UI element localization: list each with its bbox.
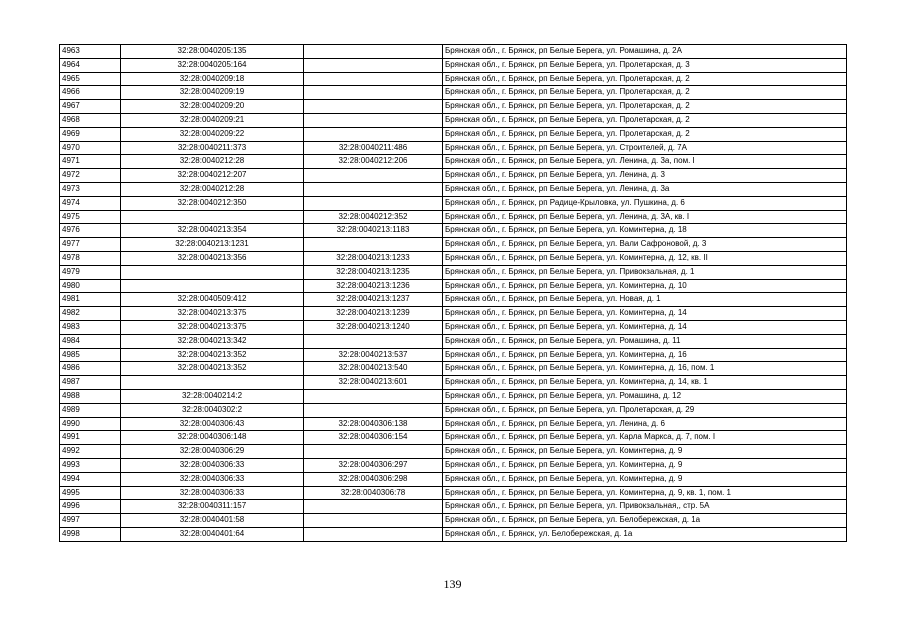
table-row <box>60 431 847 445</box>
address-cell: Брянская обл., г. Брянск, рп Белые Берега, ул. Пролетарская, д. 2 <box>443 86 847 100</box>
cadastral-number-cell: 32:28:0040209:19 <box>121 86 304 100</box>
table-row <box>60 58 847 72</box>
cadastral-number-cell: 32:28:0040306:33 <box>121 472 304 486</box>
object-cadastral-number-cell: 32:28:0040306:138 <box>304 417 443 431</box>
cadastral-number-cell: 32:28:0040213:356 <box>121 251 304 265</box>
cadastral-number-cell: 32:28:0040209:22 <box>121 127 304 141</box>
object-cadastral-number-cell: 32:28:0040306:78 <box>304 486 443 500</box>
table-row <box>60 127 847 141</box>
table-row <box>60 334 847 348</box>
table-row <box>60 251 847 265</box>
object-cadastral-number-cell <box>304 169 443 183</box>
address-cell: Брянская обл., г. Брянск, рп Белые Берега, ул. Новая, д. 1 <box>443 293 847 307</box>
cadastral-number-cell: 32:28:0040306:148 <box>121 431 304 445</box>
row-number-cell: 4972 <box>60 169 121 183</box>
row-number-cell: 4990 <box>60 417 121 431</box>
table-row <box>60 403 847 417</box>
row-number-cell: 4975 <box>60 210 121 224</box>
object-cadastral-number-cell: 32:28:0040213:1235 <box>304 265 443 279</box>
cadastral-number-cell <box>121 210 304 224</box>
address-cell: Брянская обл., г. Брянск, рп Белые Берега, ул. Ленина, д. 6 <box>443 417 847 431</box>
table-row <box>60 210 847 224</box>
cadastral-number-cell: 32:28:0040205:135 <box>121 45 304 59</box>
object-cadastral-number-cell: 32:28:0040213:1236 <box>304 279 443 293</box>
table-row <box>60 320 847 334</box>
table-row <box>60 500 847 514</box>
address-cell: Брянская обл., г. Брянск, рп Белые Берега, ул. Пролетарская, д. 2 <box>443 127 847 141</box>
table-row <box>60 293 847 307</box>
table-row <box>60 113 847 127</box>
cadastral-number-cell: 32:28:0040509:412 <box>121 293 304 307</box>
object-cadastral-number-cell <box>304 72 443 86</box>
object-cadastral-number-cell <box>304 196 443 210</box>
object-cadastral-number-cell: 32:28:0040213:537 <box>304 348 443 362</box>
address-cell: Брянская обл., г. Брянск, рп Белые Берега, ул. Вали Сафроновой, д. 3 <box>443 238 847 252</box>
cadastral-number-cell: 32:28:0040213:375 <box>121 307 304 321</box>
table-row <box>60 389 847 403</box>
address-cell: Брянская обл., г. Брянск, рп Белые Берега, ул. Коминтерна, д. 14, кв. 1 <box>443 376 847 390</box>
address-cell: Брянская обл., г. Брянск, рп Белые Берега, ул. Коминтерна, д. 16 <box>443 348 847 362</box>
address-cell: Брянская обл., г. Брянск, рп Белые Берега, ул. Пролетарская, д. 29 <box>443 403 847 417</box>
row-number-cell: 4977 <box>60 238 121 252</box>
object-cadastral-number-cell <box>304 45 443 59</box>
cadastral-number-cell: 32:28:0040212:28 <box>121 182 304 196</box>
row-number-cell: 4984 <box>60 334 121 348</box>
cadastral-number-cell: 32:28:0040212:350 <box>121 196 304 210</box>
address-cell: Брянская обл., г. Брянск, рп Белые Берега, ул. Ромашина, д. 12 <box>443 389 847 403</box>
cadastral-number-cell: 32:28:0040213:342 <box>121 334 304 348</box>
row-number-cell: 4985 <box>60 348 121 362</box>
row-number-cell: 4969 <box>60 127 121 141</box>
object-cadastral-number-cell <box>304 403 443 417</box>
cadastral-number-cell: 32:28:0040311:157 <box>121 500 304 514</box>
row-number-cell: 4963 <box>60 45 121 59</box>
row-number-cell: 4964 <box>60 58 121 72</box>
address-cell: Брянская обл., г. Брянск, рп Белые Берега, ул. Пролетарская, д. 2 <box>443 113 847 127</box>
table-row <box>60 45 847 59</box>
row-number-cell: 4993 <box>60 458 121 472</box>
table-row <box>60 182 847 196</box>
object-cadastral-number-cell <box>304 127 443 141</box>
row-number-cell: 4983 <box>60 320 121 334</box>
cadastral-table <box>59 44 847 542</box>
cadastral-number-cell: 32:28:0040212:207 <box>121 169 304 183</box>
object-cadastral-number-cell: 32:28:0040211:486 <box>304 141 443 155</box>
cadastral-number-cell: 32:28:0040213:375 <box>121 320 304 334</box>
object-cadastral-number-cell: 32:28:0040213:1239 <box>304 307 443 321</box>
row-number-cell: 4994 <box>60 472 121 486</box>
row-number-cell: 4973 <box>60 182 121 196</box>
object-cadastral-number-cell: 32:28:0040306:297 <box>304 458 443 472</box>
row-number-cell: 4978 <box>60 251 121 265</box>
row-number-cell: 4992 <box>60 445 121 459</box>
object-cadastral-number-cell <box>304 58 443 72</box>
object-cadastral-number-cell <box>304 334 443 348</box>
table-row <box>60 417 847 431</box>
cadastral-number-cell: 32:28:0040213:352 <box>121 362 304 376</box>
cadastral-number-cell: 32:28:0040209:21 <box>121 113 304 127</box>
object-cadastral-number-cell <box>304 113 443 127</box>
object-cadastral-number-cell <box>304 445 443 459</box>
cadastral-number-cell: 32:28:0040306:29 <box>121 445 304 459</box>
document-page <box>59 44 846 542</box>
object-cadastral-number-cell <box>304 514 443 528</box>
table-row <box>60 376 847 390</box>
cadastral-number-cell: 32:28:0040211:373 <box>121 141 304 155</box>
table-row <box>60 224 847 238</box>
address-cell: Брянская обл., г. Брянск, рп Белые Берега, ул. Ленина, д. 3а, пом. I <box>443 155 847 169</box>
cadastral-number-cell: 32:28:0040306:33 <box>121 486 304 500</box>
row-number-cell: 4970 <box>60 141 121 155</box>
cadastral-number-cell: 32:28:0040401:64 <box>121 527 304 541</box>
table-row <box>60 307 847 321</box>
object-cadastral-number-cell <box>304 100 443 114</box>
address-cell: Брянская обл., г. Брянск, рп Белые Берега, ул. Белобережская, д. 1а <box>443 514 847 528</box>
object-cadastral-number-cell <box>304 86 443 100</box>
row-number-cell: 4979 <box>60 265 121 279</box>
object-cadastral-number-cell: 32:28:0040213:1240 <box>304 320 443 334</box>
address-cell: Брянская обл., г. Брянск, рп Белые Берега, ул. Пролетарская, д. 2 <box>443 100 847 114</box>
address-cell: Брянская обл., г. Брянск, рп Белые Берега, ул. Ленина, д. 3 <box>443 169 847 183</box>
row-number-cell: 4995 <box>60 486 121 500</box>
object-cadastral-number-cell <box>304 500 443 514</box>
cadastral-number-cell: 32:28:0040209:18 <box>121 72 304 86</box>
table-row <box>60 169 847 183</box>
address-cell: Брянская обл., г. Брянск, рп Белые Берега, ул. Пролетарская, д. 3 <box>443 58 847 72</box>
object-cadastral-number-cell: 32:28:0040306:298 <box>304 472 443 486</box>
table-row <box>60 348 847 362</box>
table-row <box>60 238 847 252</box>
address-cell: Брянская обл., г. Брянск, рп Белые Берега, ул. Карла Маркса, д. 7, пом. I <box>443 431 847 445</box>
address-cell: Брянская обл., г. Брянск, рп Белые Берега, ул. Коминтерна, д. 16, пом. 1 <box>443 362 847 376</box>
cadastral-number-cell <box>121 279 304 293</box>
table-row <box>60 458 847 472</box>
table-row <box>60 72 847 86</box>
address-cell: Брянская обл., г. Брянск, рп Белые Берега, ул. Коминтерна, д. 9, кв. 1, пом. 1 <box>443 486 847 500</box>
cadastral-number-cell: 32:28:0040401:58 <box>121 514 304 528</box>
table-row <box>60 472 847 486</box>
table-row <box>60 279 847 293</box>
page-number: 139 <box>443 577 462 591</box>
address-cell: Брянская обл., г. Брянск, рп Белые Берега, ул. Коминтерна, д. 9 <box>443 445 847 459</box>
address-cell: Брянская обл., г. Брянск, рп Белые Берега, ул. Коминтерна, д. 10 <box>443 279 847 293</box>
table-row <box>60 155 847 169</box>
table-row <box>60 196 847 210</box>
cadastral-number-cell: 32:28:0040306:33 <box>121 458 304 472</box>
object-cadastral-number-cell: 32:28:0040213:1237 <box>304 293 443 307</box>
object-cadastral-number-cell: 32:28:0040213:601 <box>304 376 443 390</box>
table-row <box>60 527 847 541</box>
cadastral-number-cell: 32:28:0040205:164 <box>121 58 304 72</box>
address-cell: Брянская обл., г. Брянск, рп Радице-Крыловка, ул. Пушкина, д. 6 <box>443 196 847 210</box>
object-cadastral-number-cell: 32:28:0040213:1233 <box>304 251 443 265</box>
object-cadastral-number-cell: 32:28:0040212:352 <box>304 210 443 224</box>
table-row <box>60 100 847 114</box>
object-cadastral-number-cell <box>304 238 443 252</box>
object-cadastral-number-cell <box>304 182 443 196</box>
object-cadastral-number-cell: 32:28:0040212:206 <box>304 155 443 169</box>
object-cadastral-number-cell: 32:28:0040213:1183 <box>304 224 443 238</box>
address-cell: Брянская обл., г. Брянск, рп Белые Берега, ул. Пролетарская, д. 2 <box>443 72 847 86</box>
cadastral-number-cell <box>121 265 304 279</box>
row-number-cell: 4965 <box>60 72 121 86</box>
row-number-cell: 4998 <box>60 527 121 541</box>
address-cell: Брянская обл., г. Брянск, рп Белые Берега, ул. Коминтерна, д. 12, кв. II <box>443 251 847 265</box>
cadastral-number-cell: 32:28:0040209:20 <box>121 100 304 114</box>
row-number-cell: 4971 <box>60 155 121 169</box>
row-number-cell: 4981 <box>60 293 121 307</box>
address-cell: Брянская обл., г. Брянск, рп Белые Берега, ул. Коминтерна, д. 14 <box>443 307 847 321</box>
table-row <box>60 445 847 459</box>
row-number-cell: 4989 <box>60 403 121 417</box>
cadastral-number-cell: 32:28:0040214:2 <box>121 389 304 403</box>
table-row <box>60 362 847 376</box>
address-cell: Брянская обл., г. Брянск, рп Белые Берега, ул. Ленина, д. 3а <box>443 182 847 196</box>
row-number-cell: 4980 <box>60 279 121 293</box>
table-body <box>60 45 847 542</box>
address-cell: Брянская обл., г. Брянск, рп Белые Берега, ул. Привокзальная,, стр. 5А <box>443 500 847 514</box>
row-number-cell: 4988 <box>60 389 121 403</box>
row-number-cell: 4968 <box>60 113 121 127</box>
address-cell: Брянская обл., г. Брянск, рп Белые Берега, ул. Коминтерна, д. 9 <box>443 458 847 472</box>
object-cadastral-number-cell: 32:28:0040213:540 <box>304 362 443 376</box>
address-cell: Брянская обл., г. Брянск, ул. Белобережская, д. 1а <box>443 527 847 541</box>
address-cell: Брянская обл., г. Брянск, рп Белые Берега, ул. Строителей, д. 7А <box>443 141 847 155</box>
object-cadastral-number-cell <box>304 389 443 403</box>
table-row <box>60 141 847 155</box>
row-number-cell: 4996 <box>60 500 121 514</box>
row-number-cell: 4967 <box>60 100 121 114</box>
cadastral-number-cell <box>121 376 304 390</box>
row-number-cell: 4966 <box>60 86 121 100</box>
row-number-cell: 4986 <box>60 362 121 376</box>
row-number-cell: 4982 <box>60 307 121 321</box>
cadastral-number-cell: 32:28:0040213:352 <box>121 348 304 362</box>
address-cell: Брянская обл., г. Брянск, рп Белые Берега, ул. Ромашина, д. 2А <box>443 45 847 59</box>
row-number-cell: 4976 <box>60 224 121 238</box>
address-cell: Брянская обл., г. Брянск, рп Белые Берега, ул. Коминтерна, д. 14 <box>443 320 847 334</box>
address-cell: Брянская обл., г. Брянск, рп Белые Берега, ул. Коминтерна, д. 9 <box>443 472 847 486</box>
table-row <box>60 486 847 500</box>
object-cadastral-number-cell <box>304 527 443 541</box>
row-number-cell: 4974 <box>60 196 121 210</box>
row-number-cell: 4991 <box>60 431 121 445</box>
address-cell: Брянская обл., г. Брянск, рп Белые Берега, ул. Ленина, д. 3А, кв. I <box>443 210 847 224</box>
table-row <box>60 265 847 279</box>
address-cell: Брянская обл., г. Брянск, рп Белые Берега, ул. Ромашина, д. 11 <box>443 334 847 348</box>
cadastral-number-cell: 32:28:0040302:2 <box>121 403 304 417</box>
address-cell: Брянская обл., г. Брянск, рп Белые Берега, ул. Коминтерна, д. 18 <box>443 224 847 238</box>
address-cell: Брянская обл., г. Брянск, рп Белые Берега, ул. Привокзальная, д. 1 <box>443 265 847 279</box>
cadastral-number-cell: 32:28:0040213:1231 <box>121 238 304 252</box>
row-number-cell: 4997 <box>60 514 121 528</box>
row-number-cell: 4987 <box>60 376 121 390</box>
table-row <box>60 514 847 528</box>
cadastral-number-cell: 32:28:0040306:43 <box>121 417 304 431</box>
cadastral-number-cell: 32:28:0040212:28 <box>121 155 304 169</box>
table-row <box>60 86 847 100</box>
object-cadastral-number-cell: 32:28:0040306:154 <box>304 431 443 445</box>
cadastral-number-cell: 32:28:0040213:354 <box>121 224 304 238</box>
